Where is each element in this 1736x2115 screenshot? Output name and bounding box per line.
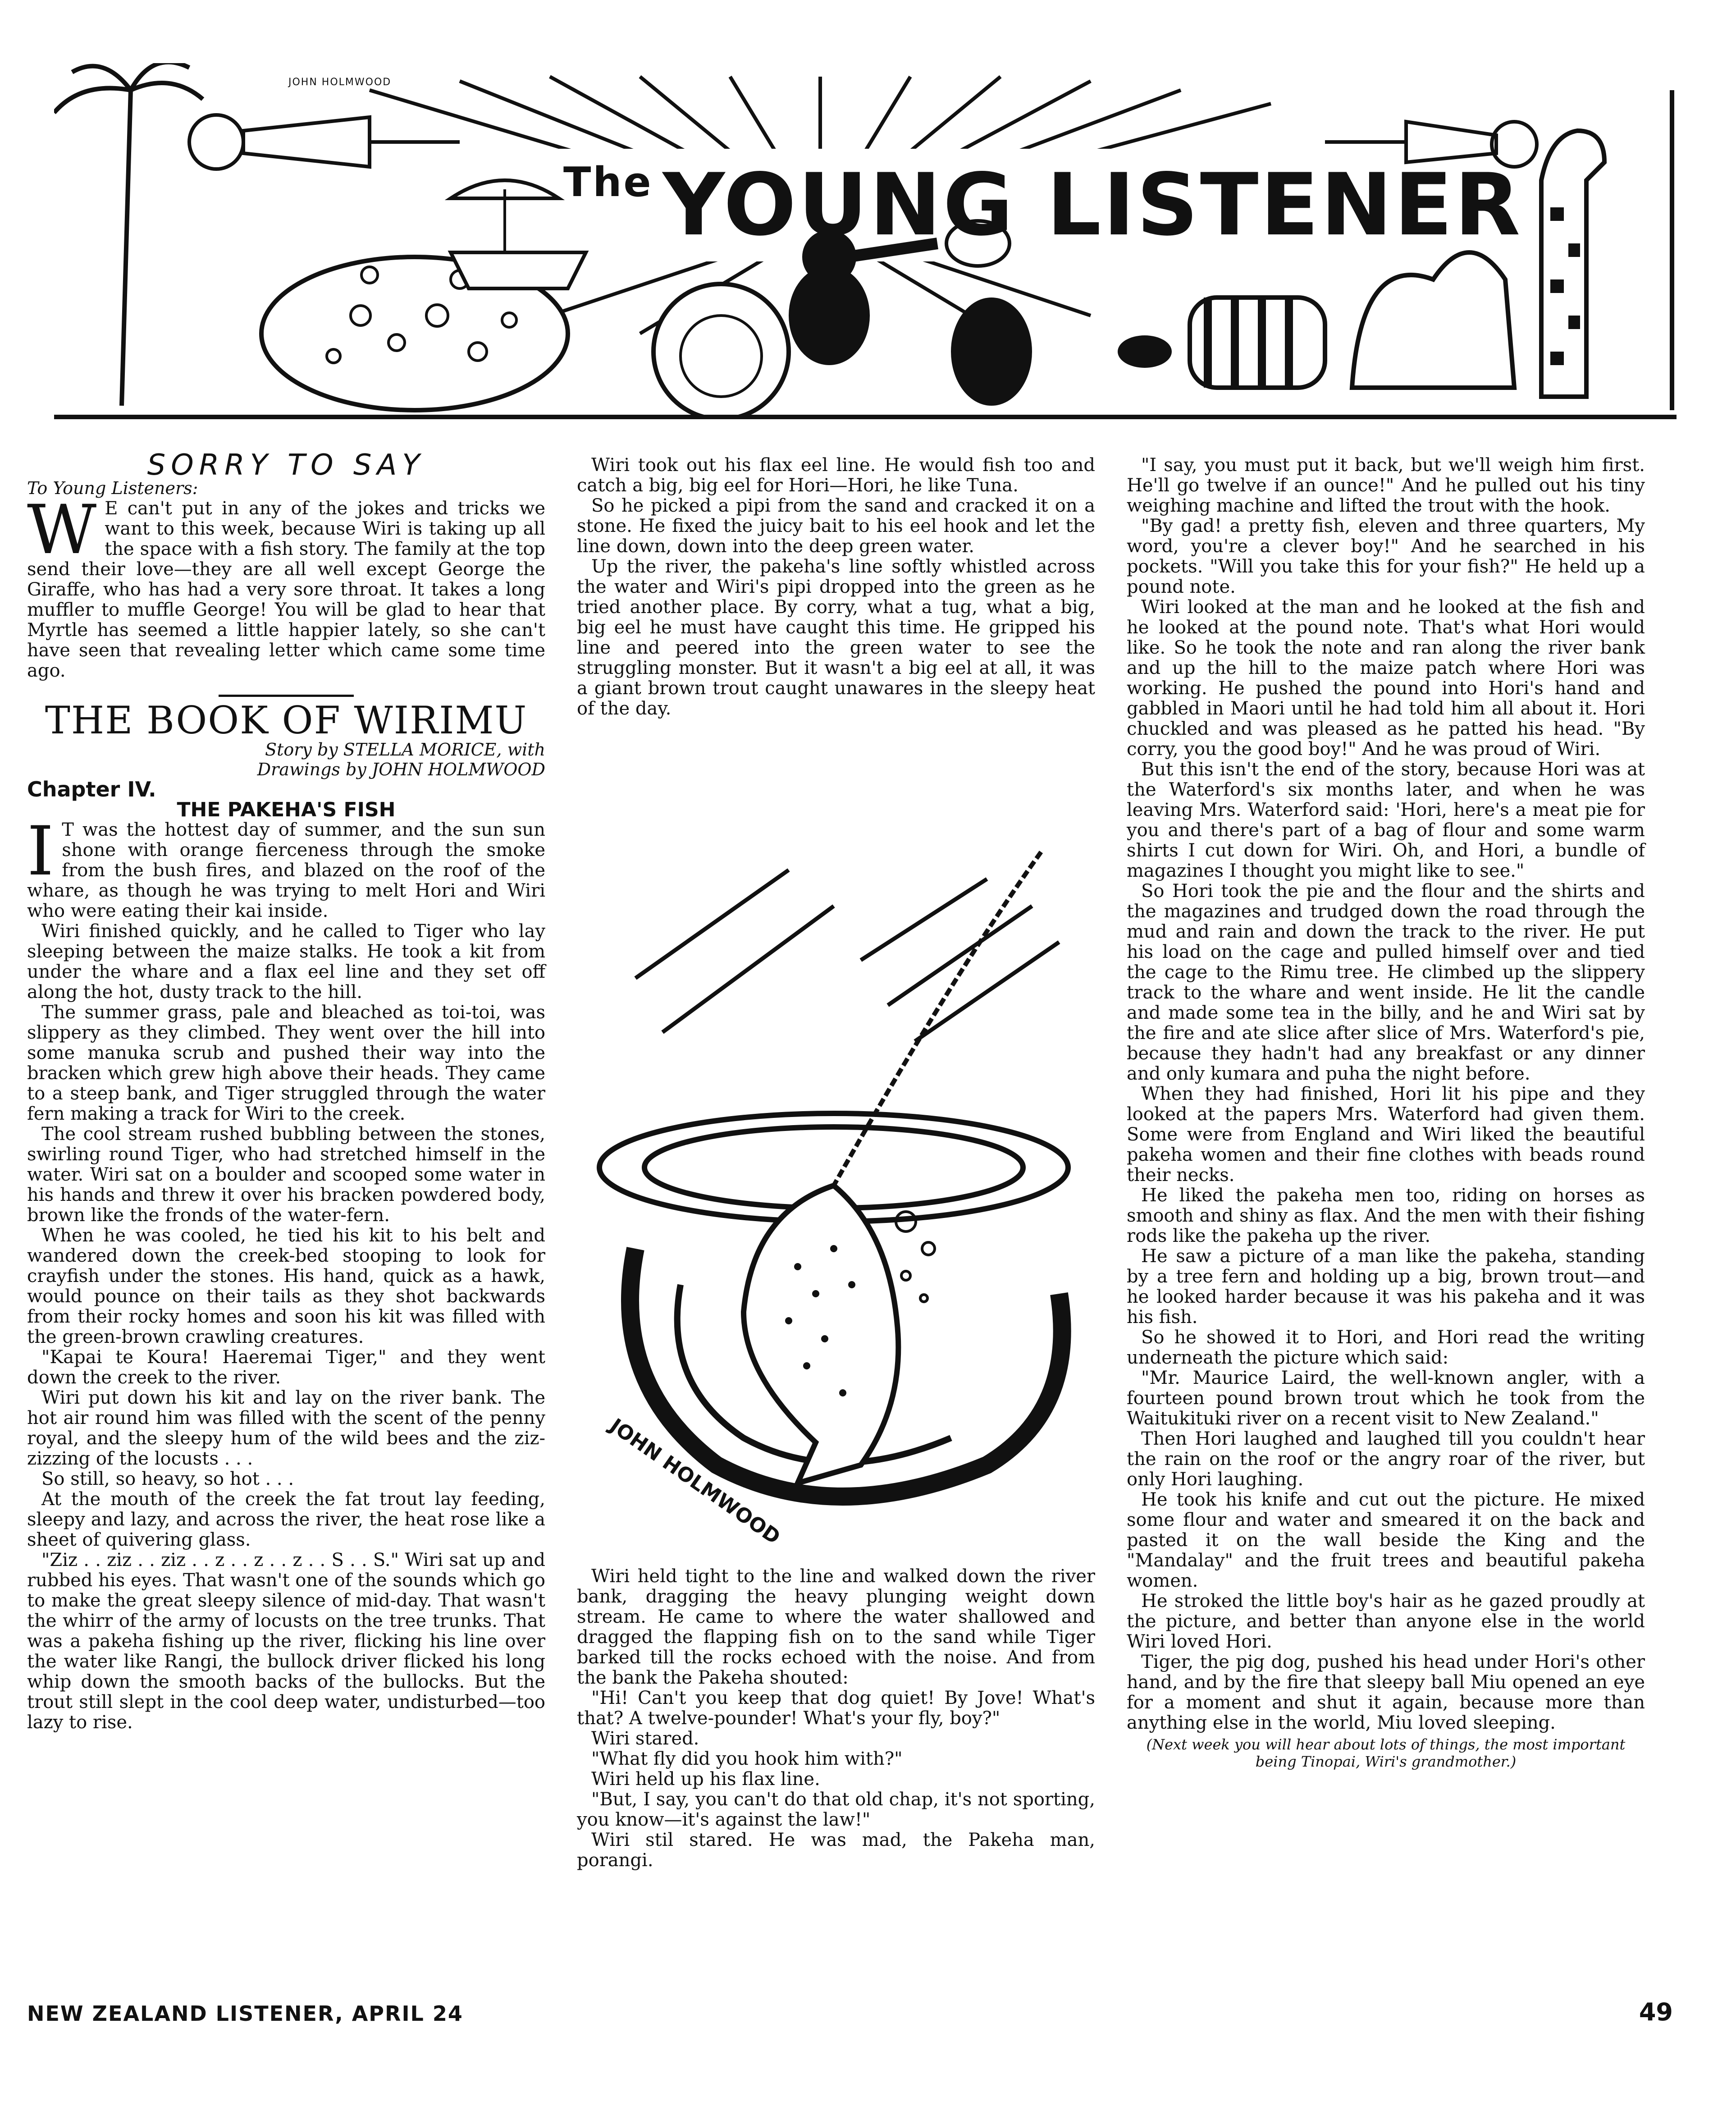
story-paragraph: "Mr. Maurice Laird, the well-known angler, with a fourteen pound brown trout which he took from the Waitukituki river on a recent visit to New Zealand." bbox=[1127, 1368, 1645, 1429]
story-paragraph: Wiri looked at the man and he looked at the fish and he looked at the pound note. That's what Hori would like. So he took the note and ran along the river bank and up the hill to the maize patch where Hori was working. He pushed the pound into Hori's hand and gabbled in Maori until he had told him all about it. Hori chuckled and was pleased as he patted his head. "By corry, you the good boy!" And he was proud of Wiri. bbox=[1127, 597, 1645, 760]
story-paragraph: "By gad! a pretty fish, eleven and three quarters, My word, you're a clever boy!" And he searched in his pockets. "Will you take this for your fish?" He held up a pound note. bbox=[1127, 516, 1645, 597]
story-paragraph: He stroked the little boy's hair as he gazed proudly at the picture, and better than anyone else in the world Wiri loved Hori. bbox=[1127, 1591, 1645, 1652]
column-2 bbox=[577, 455, 1095, 719]
story-paragraph: When he was cooled, he tied his kit to his belt and wandered down the creek-bed stooping to look for crayfish under the stones. His hand, quick as a hawk, would pounce on their tails as they shot backwards from their rocky homes and soon his kit was filled with the green-brown crawling creatures. bbox=[27, 1225, 545, 1347]
story-paragraph bbox=[27, 812, 545, 921]
story-paragraph: Wiri finished quickly, and he called to Tiger who lay sleeping between the maize stalks. He took a kit from under the whare and a flax eel line and they set off along the hot, dusty track to the hill. bbox=[27, 921, 545, 1003]
masthead-banner bbox=[54, 63, 1677, 419]
story-paragraph: Wiri held up his flax line. bbox=[591, 1769, 820, 1790]
chapter-heading: Chapter IV. bbox=[27, 777, 156, 801]
story-paragraph: At the mouth of the creek the fat trout lay feeding, sleepy and lazy, and across the river, the heat rose like a sheet of quivering glass. bbox=[27, 1489, 545, 1550]
story-paragraph: Then Hori laughed and laughed till you couldn't hear the rain on the roof or the angry roar of the river, but only Hori laughing. bbox=[1127, 1428, 1645, 1490]
story-paragraph: So Hori took the pie and the flour and the shirts and the magazines and trudged down the road through the mud and rain and down the track to the river. He put his load on the cage and pulled himself over and tied the cage to the Rimu tree. He climbed up the slippery track to the whare and went inside. He lit the candle and made some tea in the billy, and he and Wiri sat by the fire and ate slice after slice of Mrs. Waterford's pie, because they hadn't had any breakfast or any dinner and only kumara and puha the night before. bbox=[1127, 881, 1645, 1084]
chapter-subhead: THE PAKEHA'S FISH bbox=[177, 798, 396, 821]
banner-artist-signature: JOHN HOLMWOOD bbox=[288, 77, 392, 88]
story-paragraph: "What fly did you hook him with?" bbox=[591, 1749, 903, 1769]
story-paragraph: So he picked a pipi from the sand and cracked it on a stone. He fixed the juicy bait to his eel hook and let the line down, down into the deep green water. bbox=[577, 495, 1095, 557]
story-paragraph: Wiri stil stared. He was mad, the Pakeha man, porangi. bbox=[577, 1830, 1095, 1871]
byline-drawings: Drawings by JOHN HOLMWOOD bbox=[257, 760, 545, 779]
byline-story: Story by STELLA MORICE, with bbox=[265, 740, 545, 760]
sorry-text: E can't put in any of the jokes and tricks we want to this week, because Wiri is taking up all the space with a fish story. The family at the top send their love—they are all well except George the Giraffe, who has had a very sore throat. It takes a long muffler to muffle George! You will be glad to hear that Myrtle has seemed a little happier lately, so she can't have seen that revealing letter which came some time ago. bbox=[27, 498, 545, 681]
story-paragraph: The summer grass, pale and bleached as toi-toi, was slippery as they climbed. They went over the hill into some manuka scrub and pushed their way into the bracken which grew high above their heads. They came to a steep bank, and Tiger struggled through the water fern making a track for Wiri to the creek. bbox=[27, 1002, 545, 1124]
illustration-signature: JOHN HOLMWOOD bbox=[605, 1414, 785, 1549]
story-paragraph: The cool stream rushed bubbling between the stones, swirling round Tiger, who had stretched himself in the water. Wiri sat on a boulder and scooped some water in his hands and threw it over his bracken powdered body, brown like the fronds of the water-fern. bbox=[27, 1124, 545, 1226]
story-paragraph: "Ziz . . ziz . . ziz . . z . . z . . z . . S . . S." Wiri sat up and rubbed his eyes. That wasn't one of the sounds which go to make the great sleepy silence of mid-day. That wasn't the whirr of the army of locusts on the tree trunks. That was a pakeha fishing up the river, flicking his line over the water like Rangi, the bullock driver flicked his long whip down the smooth backs of the bullocks. But the trout still slept in the cool deep water, undisturbed—too lazy to rise. bbox=[27, 1550, 545, 1733]
story-paragraph: "Hi! Can't you keep that dog quiet! By Jove! What's that? A twelve-pounder! What's your fly, boy?" bbox=[577, 1688, 1095, 1729]
story-paragraph: He saw a picture of a man like the pakeha, standing by a tree fern and holding up a big, brown trout—and he looked harder because it was his pakeha and it was his fish. bbox=[1127, 1246, 1645, 1328]
section-divider bbox=[219, 695, 354, 697]
masthead-title-main: YOUNG LISTENER bbox=[662, 155, 1522, 255]
masthead-title-the: The bbox=[563, 159, 653, 206]
to-young-listeners: To Young Listeners: bbox=[27, 478, 198, 498]
story-paragraph: So still, so heavy, so hot . . . bbox=[41, 1469, 294, 1489]
story-paragraph: So he showed it to Hori, and Hori read the writing underneath the picture which said: bbox=[1127, 1327, 1645, 1368]
story-paragraph: Wiri took out his flax eel line. He would fish too and catch a big, big eel for Hori—Hori, he like Tuna. bbox=[577, 455, 1095, 496]
story-paragraph: "Kapai te Koura! Haeremai Tiger," and they went down the creek to the river. bbox=[27, 1347, 545, 1388]
story-paragraph: Wiri put down his kit and lay on the river bank. The hot air round him was filled with the scent of the penny royal, and the sleepy hum of the wild bees and the ziz-zizzing of the locusts . . . bbox=[27, 1387, 545, 1469]
masthead-title bbox=[563, 155, 1522, 255]
publication-footer: NEW ZEALAND LISTENER, APRIL 24 bbox=[27, 2001, 463, 2026]
sorry-to-say-heading: SORRY TO SAY bbox=[147, 449, 425, 482]
story-paragraph: Tiger, the pig dog, pushed his head under Hori's other hand, and by the fire that sleepy ball Miu opened an eye for a moment and shut it again, because more than anything else in the world, Miu loved sleeping. bbox=[1127, 1652, 1645, 1733]
story-paragraph: "I say, you must put it back, but we'll weigh him first. He'll go twelve if an ounce!" And he pulled out his tiny weighing machine and lifted the trout with the hook. bbox=[1127, 455, 1645, 516]
book-title: THE BOOK OF WIRIMU bbox=[45, 698, 528, 742]
sorry-paragraph bbox=[27, 491, 545, 681]
story-paragraph: He took his knife and cut out the picture. He mixed some flour and water and smeared it on the back and pasted it on the wall beside the King and the "Mandalay" and the fruit trees and beautiful pakeha women. bbox=[1127, 1489, 1645, 1591]
sorry-dropcap: W bbox=[27, 491, 97, 569]
story-paragraph: But this isn't the end of the story, because Hori was at the Waterford's six months later, and when he was leaving Mrs. Waterford said: 'Hori, here's a meat pie for you and there's part of a bag of flour and some warm shirts I cut down for Wiri. Oh, and Hori, a bundle of magazines I thought you might like to see." bbox=[1127, 759, 1645, 881]
trout-drawing bbox=[581, 843, 1091, 1551]
column-1 bbox=[27, 449, 545, 1733]
story-paragraph: "But, I say, you can't do that old chap, it's not sporting, you know—it's against the law!" bbox=[577, 1789, 1095, 1830]
trout-illustration bbox=[581, 843, 1091, 1551]
story-paragraph: When they had finished, Hori lit his pipe and they looked at the papers Mrs. Waterford had given them. Some were from England and Wiri liked the beautiful pakeha women and their fine clothes with beads round their necks. bbox=[1127, 1084, 1645, 1186]
story-paragraph: Wiri held tight to the line and walked down the river bank, dragging the heavy plunging weight down stream. He came to where the water shallowed and dragged the flapping fish on to the sand while Tiger barked till the rocks echoed with the noise. And from the bank the Pakeha shouted: bbox=[577, 1566, 1095, 1688]
story-paragraph: He liked the pakeha men too, riding on horses as smooth and shiny as flax. And the men with their fishing rods like the pakeha up the river. bbox=[1127, 1185, 1645, 1246]
page-number: 49 bbox=[1639, 1998, 1673, 2026]
story-dropcap: I bbox=[27, 812, 54, 891]
story-paragraph: Wiri stared. bbox=[591, 1728, 699, 1749]
story-paragraph-text: T was the hottest day of summer, and the sun sun shone with orange fierceness through the smoke from the bush fires, and blazed on the roof of the whare, as though he was trying to melt Hori and Wiri who were eating their kai inside. bbox=[27, 819, 545, 921]
next-week-note: (Next week you will hear about lots of things, the most important being Tinopai, Wiri's grandmother.) bbox=[1146, 1736, 1626, 1770]
story-paragraph: Up the river, the pakeha's line softly whistled across the water and Wiri's pipi dropped into the green as he tried another place. By corry, what a tug, what a big, big eel he must have caught this time. He gripped his line and peered into the green water to see the struggling monster. But it wasn't a big eel at all, it was a giant brown trout caught unawares in the sleepy heat of the day. bbox=[577, 556, 1095, 719]
column-3 bbox=[1127, 455, 1645, 1770]
column-2-continued bbox=[577, 1566, 1095, 1871]
